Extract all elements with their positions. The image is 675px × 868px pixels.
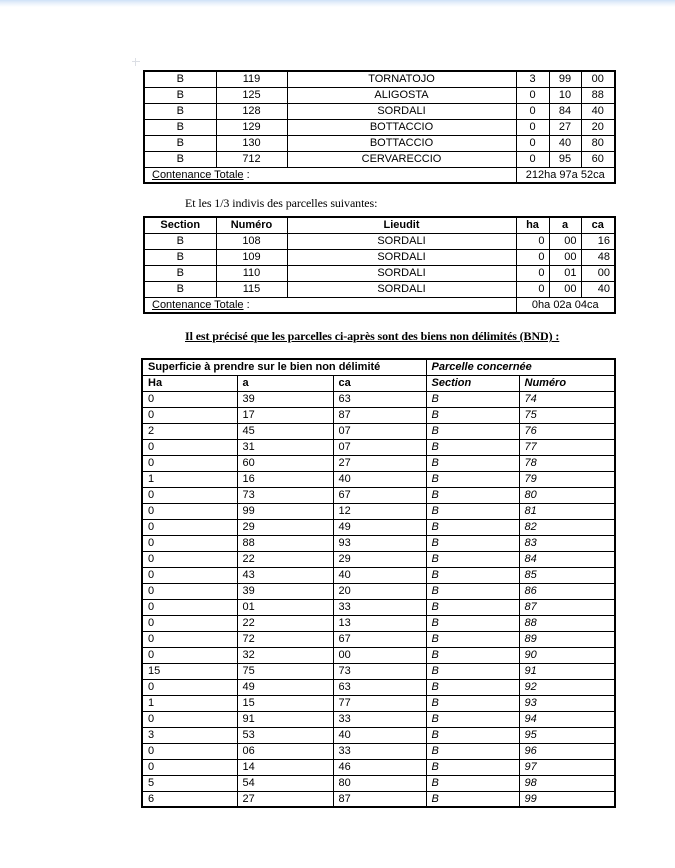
header-ca: ca: [333, 375, 426, 391]
cell-lieudit: SORDALI: [287, 233, 516, 249]
cell-ha: 0: [142, 551, 237, 567]
cell-section: B: [144, 103, 216, 119]
cell-ha: 0: [142, 743, 237, 759]
cell-numero: 91: [519, 663, 615, 679]
cell-ha: 0: [142, 391, 237, 407]
cell-ca: 67: [333, 487, 426, 503]
table3-row: [142, 759, 615, 775]
table2-row: [144, 233, 615, 249]
cell-ha: 3: [516, 71, 549, 87]
cell-ca: 20: [581, 119, 615, 135]
cell-numero: 99: [519, 791, 615, 807]
header-a: a: [237, 375, 333, 391]
cell-ca: 73: [333, 663, 426, 679]
cell-ca: 46: [333, 759, 426, 775]
cell-numero: 87: [519, 599, 615, 615]
cell-lieudit: SORDALI: [287, 249, 516, 265]
cell-ha: 0: [142, 599, 237, 615]
cell-a: 15: [237, 695, 333, 711]
contenance-totale-label-cell: [144, 297, 516, 313]
cell-section: B: [426, 679, 519, 695]
cell-numero: 78: [519, 455, 615, 471]
cell-ca: 48: [581, 249, 615, 265]
cell-ha: 15: [142, 663, 237, 679]
cell-section: B: [426, 519, 519, 535]
table1-row: [144, 135, 615, 151]
cell-numero: 97: [519, 759, 615, 775]
cell-numero: 81: [519, 503, 615, 519]
cell-a: 27: [549, 119, 581, 135]
table3-row: [142, 791, 615, 807]
cell-numero: 84: [519, 551, 615, 567]
contenance-totale-colon: :: [243, 168, 250, 181]
cell-ca: 87: [333, 407, 426, 423]
cell-section: B: [426, 775, 519, 791]
cell-ha: 0: [142, 439, 237, 455]
cell-ha: 0: [516, 233, 549, 249]
cell-ca: 33: [333, 599, 426, 615]
table3-row: [142, 647, 615, 663]
cell-ca: 80: [581, 135, 615, 151]
cell-section: B: [144, 71, 216, 87]
top-edge-strip: [0, 0, 675, 7]
table1-total-row: [144, 167, 615, 183]
cell-numero: 95: [519, 727, 615, 743]
cell-numero: 85: [519, 567, 615, 583]
cell-a: 00: [549, 281, 581, 297]
cell-section: B: [426, 647, 519, 663]
cell-lieudit: SORDALI: [287, 281, 516, 297]
cell-section: B: [426, 663, 519, 679]
cell-numero: 90: [519, 647, 615, 663]
cell-a: 22: [237, 551, 333, 567]
table3-column-header-row: [142, 375, 615, 391]
table1-row: [144, 71, 615, 87]
cell-ca: 27: [333, 455, 426, 471]
table3-row: [142, 727, 615, 743]
cell-numero: 119: [216, 71, 287, 87]
cell-ha: 0: [142, 679, 237, 695]
header-superficie-group: Superficie à prendre sur le bien non délimité: [142, 359, 426, 375]
cell-section: B: [426, 455, 519, 471]
cell-section: B: [426, 391, 519, 407]
cell-ha: 0: [142, 455, 237, 471]
cell-a: 43: [237, 567, 333, 583]
cell-section: B: [144, 87, 216, 103]
cell-ca: 80: [333, 775, 426, 791]
cell-ca: 33: [333, 711, 426, 727]
cell-ca: 07: [333, 439, 426, 455]
contenance-totale-label-cell: [144, 167, 516, 183]
table3-row: [142, 695, 615, 711]
table2-row: [144, 281, 615, 297]
cell-a: 60: [237, 455, 333, 471]
artifact-horizontal-line: [132, 61, 140, 62]
header-ha: Ha: [142, 375, 237, 391]
contenance-totale-label: Contenance Totale: [152, 298, 244, 311]
cell-ca: 87: [333, 791, 426, 807]
header-ca: ca: [581, 217, 615, 233]
header-ha: ha: [516, 217, 549, 233]
cell-section: B: [426, 535, 519, 551]
cell-ca: 40: [333, 567, 426, 583]
cell-ha: 0: [142, 487, 237, 503]
cell-section: B: [144, 265, 216, 281]
cell-numero: 125: [216, 87, 287, 103]
cell-numero: 96: [519, 743, 615, 759]
table3-row: [142, 535, 615, 551]
contenance-totale-label: Contenance Totale: [152, 168, 244, 181]
cell-a: 49: [237, 679, 333, 695]
cell-ha: 3: [142, 727, 237, 743]
cell-ca: 88: [581, 87, 615, 103]
table1-row: [144, 87, 615, 103]
cell-ha: 2: [142, 423, 237, 439]
cell-numero: 79: [519, 471, 615, 487]
cell-numero: 94: [519, 711, 615, 727]
cell-section: B: [426, 423, 519, 439]
cell-lieudit: TORNATOJO: [287, 71, 516, 87]
cell-numero: 108: [216, 233, 287, 249]
cell-section: B: [426, 791, 519, 807]
cell-numero: 75: [519, 407, 615, 423]
cell-ca: 00: [333, 647, 426, 663]
cell-ha: 0: [516, 87, 549, 103]
header-a: a: [549, 217, 581, 233]
table3-row: [142, 471, 615, 487]
cell-a: 22: [237, 615, 333, 631]
cell-numero: 92: [519, 679, 615, 695]
cell-ha: 1: [142, 471, 237, 487]
cell-lieudit: CERVARECCIO: [287, 151, 516, 167]
cell-a: 06: [237, 743, 333, 759]
cell-lieudit: SORDALI: [287, 103, 516, 119]
cell-a: 00: [549, 233, 581, 249]
cell-ca: 40: [333, 727, 426, 743]
table2-total-row: [144, 297, 615, 313]
cell-a: 16: [237, 471, 333, 487]
cell-a: 88: [237, 535, 333, 551]
cell-ha: 0: [516, 119, 549, 135]
cell-a: 84: [549, 103, 581, 119]
cell-section: B: [144, 119, 216, 135]
cell-a: 00: [549, 249, 581, 265]
cell-ca: 40: [581, 103, 615, 119]
cell-a: 27: [237, 791, 333, 807]
table3-row: [142, 743, 615, 759]
cell-a: 10: [549, 87, 581, 103]
table3-row: [142, 423, 615, 439]
parcelles-table-principale: [143, 70, 616, 184]
cell-ca: 12: [333, 503, 426, 519]
cell-ca: 77: [333, 695, 426, 711]
cell-a: 01: [237, 599, 333, 615]
cell-section: B: [426, 695, 519, 711]
cell-numero: 109: [216, 249, 287, 265]
cell-a: 95: [549, 151, 581, 167]
cell-a: 73: [237, 487, 333, 503]
cell-a: 29: [237, 519, 333, 535]
cell-ca: 00: [581, 265, 615, 281]
header-section: Section: [426, 375, 519, 391]
table3-row: [142, 615, 615, 631]
table3-row: [142, 503, 615, 519]
table3-row: [142, 439, 615, 455]
table3-row: [142, 519, 615, 535]
cell-a: 40: [549, 135, 581, 151]
cell-ha: 1: [142, 695, 237, 711]
cell-numero: 130: [216, 135, 287, 151]
cell-lieudit: SORDALI: [287, 265, 516, 281]
parcelles-table-indivis: [143, 216, 616, 314]
cell-numero: 712: [216, 151, 287, 167]
table3-row: [142, 599, 615, 615]
cell-a: 45: [237, 423, 333, 439]
cell-ha: 0: [142, 503, 237, 519]
table1-row: [144, 119, 615, 135]
cell-ha: 0: [516, 249, 549, 265]
cell-numero: 129: [216, 119, 287, 135]
cell-numero: 80: [519, 487, 615, 503]
cell-ha: 6: [142, 791, 237, 807]
cell-a: 72: [237, 631, 333, 647]
cell-section: B: [426, 711, 519, 727]
cell-section: B: [426, 407, 519, 423]
cell-section: B: [426, 439, 519, 455]
cell-section: B: [144, 233, 216, 249]
cell-numero: 93: [519, 695, 615, 711]
cell-ca: 07: [333, 423, 426, 439]
cell-ca: 13: [333, 615, 426, 631]
cell-a: 99: [549, 71, 581, 87]
cell-section: B: [426, 503, 519, 519]
cell-ha: 0: [142, 519, 237, 535]
cell-a: 39: [237, 583, 333, 599]
table3-group-header-row: [142, 359, 615, 375]
cell-a: 31: [237, 439, 333, 455]
cell-section: B: [144, 151, 216, 167]
cell-ha: 0: [516, 281, 549, 297]
cell-ca: 63: [333, 679, 426, 695]
cell-lieudit: BOTTACCIO: [287, 119, 516, 135]
table1-row: [144, 103, 615, 119]
indivis-intro-text: Et les 1/3 indivis des parcelles suivantes:: [185, 196, 378, 210]
cell-ha: 0: [516, 151, 549, 167]
cell-ca: 67: [333, 631, 426, 647]
contenance-totale-value: 212ha 97a 52ca: [516, 167, 615, 183]
cell-ha: 5: [142, 775, 237, 791]
cell-numero: 89: [519, 631, 615, 647]
header-lieudit: Lieudit: [287, 217, 516, 233]
cell-ha: 0: [142, 631, 237, 647]
table3-row: [142, 391, 615, 407]
table3-row: [142, 663, 615, 679]
contenance-totale-colon: :: [243, 298, 250, 311]
cell-ca: 60: [581, 151, 615, 167]
cell-ca: 40: [581, 281, 615, 297]
table3-row: [142, 631, 615, 647]
header-numero: Numéro: [519, 375, 615, 391]
cell-lieudit: ALIGOSTA: [287, 87, 516, 103]
cell-section: B: [426, 743, 519, 759]
cell-ca: 29: [333, 551, 426, 567]
cell-numero: 88: [519, 615, 615, 631]
cell-ha: 0: [142, 759, 237, 775]
cell-ha: 0: [142, 407, 237, 423]
cell-numero: 77: [519, 439, 615, 455]
cell-a: 17: [237, 407, 333, 423]
cell-section: B: [426, 471, 519, 487]
cell-ca: 63: [333, 391, 426, 407]
cell-a: 39: [237, 391, 333, 407]
cell-section: B: [426, 551, 519, 567]
table2-row: [144, 265, 615, 281]
header-numero: Numéro: [216, 217, 287, 233]
cell-numero: 83: [519, 535, 615, 551]
cell-section: B: [426, 487, 519, 503]
cell-ca: 20: [333, 583, 426, 599]
cell-ha: 0: [516, 265, 549, 281]
cell-section: B: [144, 135, 216, 151]
cell-numero: 82: [519, 519, 615, 535]
cell-ca: 40: [333, 471, 426, 487]
cell-section: B: [426, 583, 519, 599]
cell-a: 75: [237, 663, 333, 679]
table3-row: [142, 407, 615, 423]
cell-numero: 98: [519, 775, 615, 791]
table3-row: [142, 775, 615, 791]
cell-section: B: [426, 567, 519, 583]
cell-section: B: [426, 759, 519, 775]
bnd-table: [141, 358, 616, 808]
table3-row: [142, 583, 615, 599]
cell-numero: 76: [519, 423, 615, 439]
cell-a: 01: [549, 265, 581, 281]
cell-ca: 49: [333, 519, 426, 535]
cell-ha: 0: [142, 535, 237, 551]
cell-section: B: [426, 599, 519, 615]
cell-section: B: [426, 631, 519, 647]
cell-ha: 0: [142, 711, 237, 727]
table3-row: [142, 711, 615, 727]
table3-row: [142, 679, 615, 695]
table-anchor-artifact: [132, 58, 140, 66]
cell-numero: 110: [216, 265, 287, 281]
cell-section: B: [426, 727, 519, 743]
header-parcelle-group: Parcelle concernée: [426, 359, 615, 375]
cell-ha: 0: [516, 135, 549, 151]
cell-section: B: [426, 615, 519, 631]
cell-lieudit: BOTTACCIO: [287, 135, 516, 151]
cell-ha: 0: [142, 583, 237, 599]
cell-a: 53: [237, 727, 333, 743]
cell-ha: 0: [142, 615, 237, 631]
cell-a: 54: [237, 775, 333, 791]
table3-row: [142, 551, 615, 567]
cell-numero: 86: [519, 583, 615, 599]
cell-ca: 00: [581, 71, 615, 87]
cell-ca: 93: [333, 535, 426, 551]
table1-row: [144, 151, 615, 167]
cell-numero: 128: [216, 103, 287, 119]
cell-a: 99: [237, 503, 333, 519]
cell-a: 14: [237, 759, 333, 775]
table3-row: [142, 487, 615, 503]
header-section: Section: [144, 217, 216, 233]
bnd-heading: Il est précisé que les parcelles ci-après sont des biens non délimités (BND) :: [185, 329, 560, 343]
cell-section: B: [144, 249, 216, 265]
cell-section: B: [144, 281, 216, 297]
cell-ca: 33: [333, 743, 426, 759]
artifact-vertical-line: [135, 58, 136, 66]
cell-ha: 0: [516, 103, 549, 119]
cell-ha: 0: [142, 567, 237, 583]
table3-row: [142, 455, 615, 471]
cell-numero: 74: [519, 391, 615, 407]
cell-a: 32: [237, 647, 333, 663]
table2-header-row: [144, 217, 615, 233]
cell-ca: 16: [581, 233, 615, 249]
cell-numero: 115: [216, 281, 287, 297]
cell-ha: 0: [142, 647, 237, 663]
table3-row: [142, 567, 615, 583]
contenance-totale-value: 0ha 02a 04ca: [516, 297, 615, 313]
table2-row: [144, 249, 615, 265]
cell-a: 91: [237, 711, 333, 727]
